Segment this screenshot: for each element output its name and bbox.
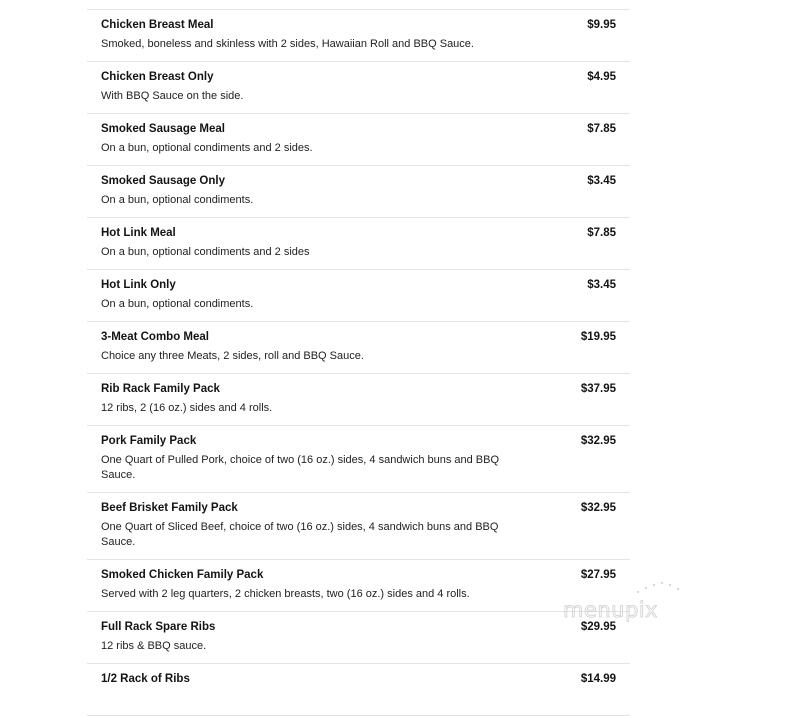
item-price: $27.95 [580,569,616,581]
item-description: 12 ribs & BBQ sauce. [101,640,207,652]
item-price: $3.45 [587,175,616,187]
item-name: Smoked Sausage Meal [101,123,225,135]
item-description: Served with 2 leg quarters, 2 chicken breasts, two (16 oz.) sides and 4 rolls. [101,588,470,600]
item-name: Pork Family Pack [101,435,197,447]
item-price: $29.95 [580,621,616,633]
item-name: 3-Meat Combo Meal [101,331,209,343]
item-price: $19.95 [580,331,616,343]
item-name: Hot Link Only [101,279,176,291]
item-description: One Quart of Sliced Beef, choice of two (16 oz.) sides, 4 sandwich buns and BBQ Sauce. [101,521,499,548]
item-description: 12 ribs, 2 (16 oz.) sides and 4 rolls. [101,402,273,414]
item-price: $4.95 [587,71,616,83]
menu-item [87,664,630,716]
item-name: Chicken Breast Meal [101,19,214,31]
menu-item [87,612,630,664]
item-price: $7.85 [587,227,616,239]
menu-item [87,560,630,612]
item-price: $3.45 [587,279,616,291]
menu-item [87,374,630,426]
item-description: On a bun, optional condiments. [101,194,254,206]
menu-item [87,166,630,218]
menu-item [87,322,630,374]
menu-item [87,10,630,62]
menu-item [87,218,630,270]
menu-list [87,9,630,716]
item-name: Hot Link Meal [101,227,176,239]
item-name: Full Rack Spare Ribs [101,621,216,633]
item-description: Choice any three Meats, 2 sides, roll and BBQ Sauce. [101,350,364,362]
item-name: Rib Rack Family Pack [101,383,220,395]
menu-item [87,493,630,560]
item-name: 1/2 Rack of Ribs [101,673,190,685]
item-description: On a bun, optional condiments and 2 sides. [101,142,313,154]
item-price: $37.95 [580,383,616,395]
menu-item [87,62,630,114]
item-description: Smoked, boneless and skinless with 2 sides, Hawaiian Roll and BBQ Sauce. [101,38,474,50]
item-price: $32.95 [580,435,616,447]
watermark-logo: menupix [563,598,659,622]
item-name: Chicken Breast Only [101,71,214,83]
item-description: With BBQ Sauce on the side. [101,90,244,102]
item-name: Smoked Chicken Family Pack [101,569,264,581]
item-price: $14.99 [580,673,616,685]
item-name: Beef Brisket Family Pack [101,502,238,514]
item-description: On a bun, optional condiments and 2 sides [101,246,310,258]
item-name: Smoked Sausage Only [101,175,225,187]
menu-item [87,426,630,493]
item-description: One Quart of Pulled Pork, choice of two (16 oz.) sides, 4 sandwich buns and BBQ Sauce. [101,454,500,481]
item-price: $32.95 [580,502,616,514]
item-price: $9.95 [587,19,616,31]
item-description: On a bun, optional condiments. [101,298,254,310]
item-price: $7.85 [587,123,616,135]
menu-item [87,270,630,322]
menu-item [87,114,630,166]
